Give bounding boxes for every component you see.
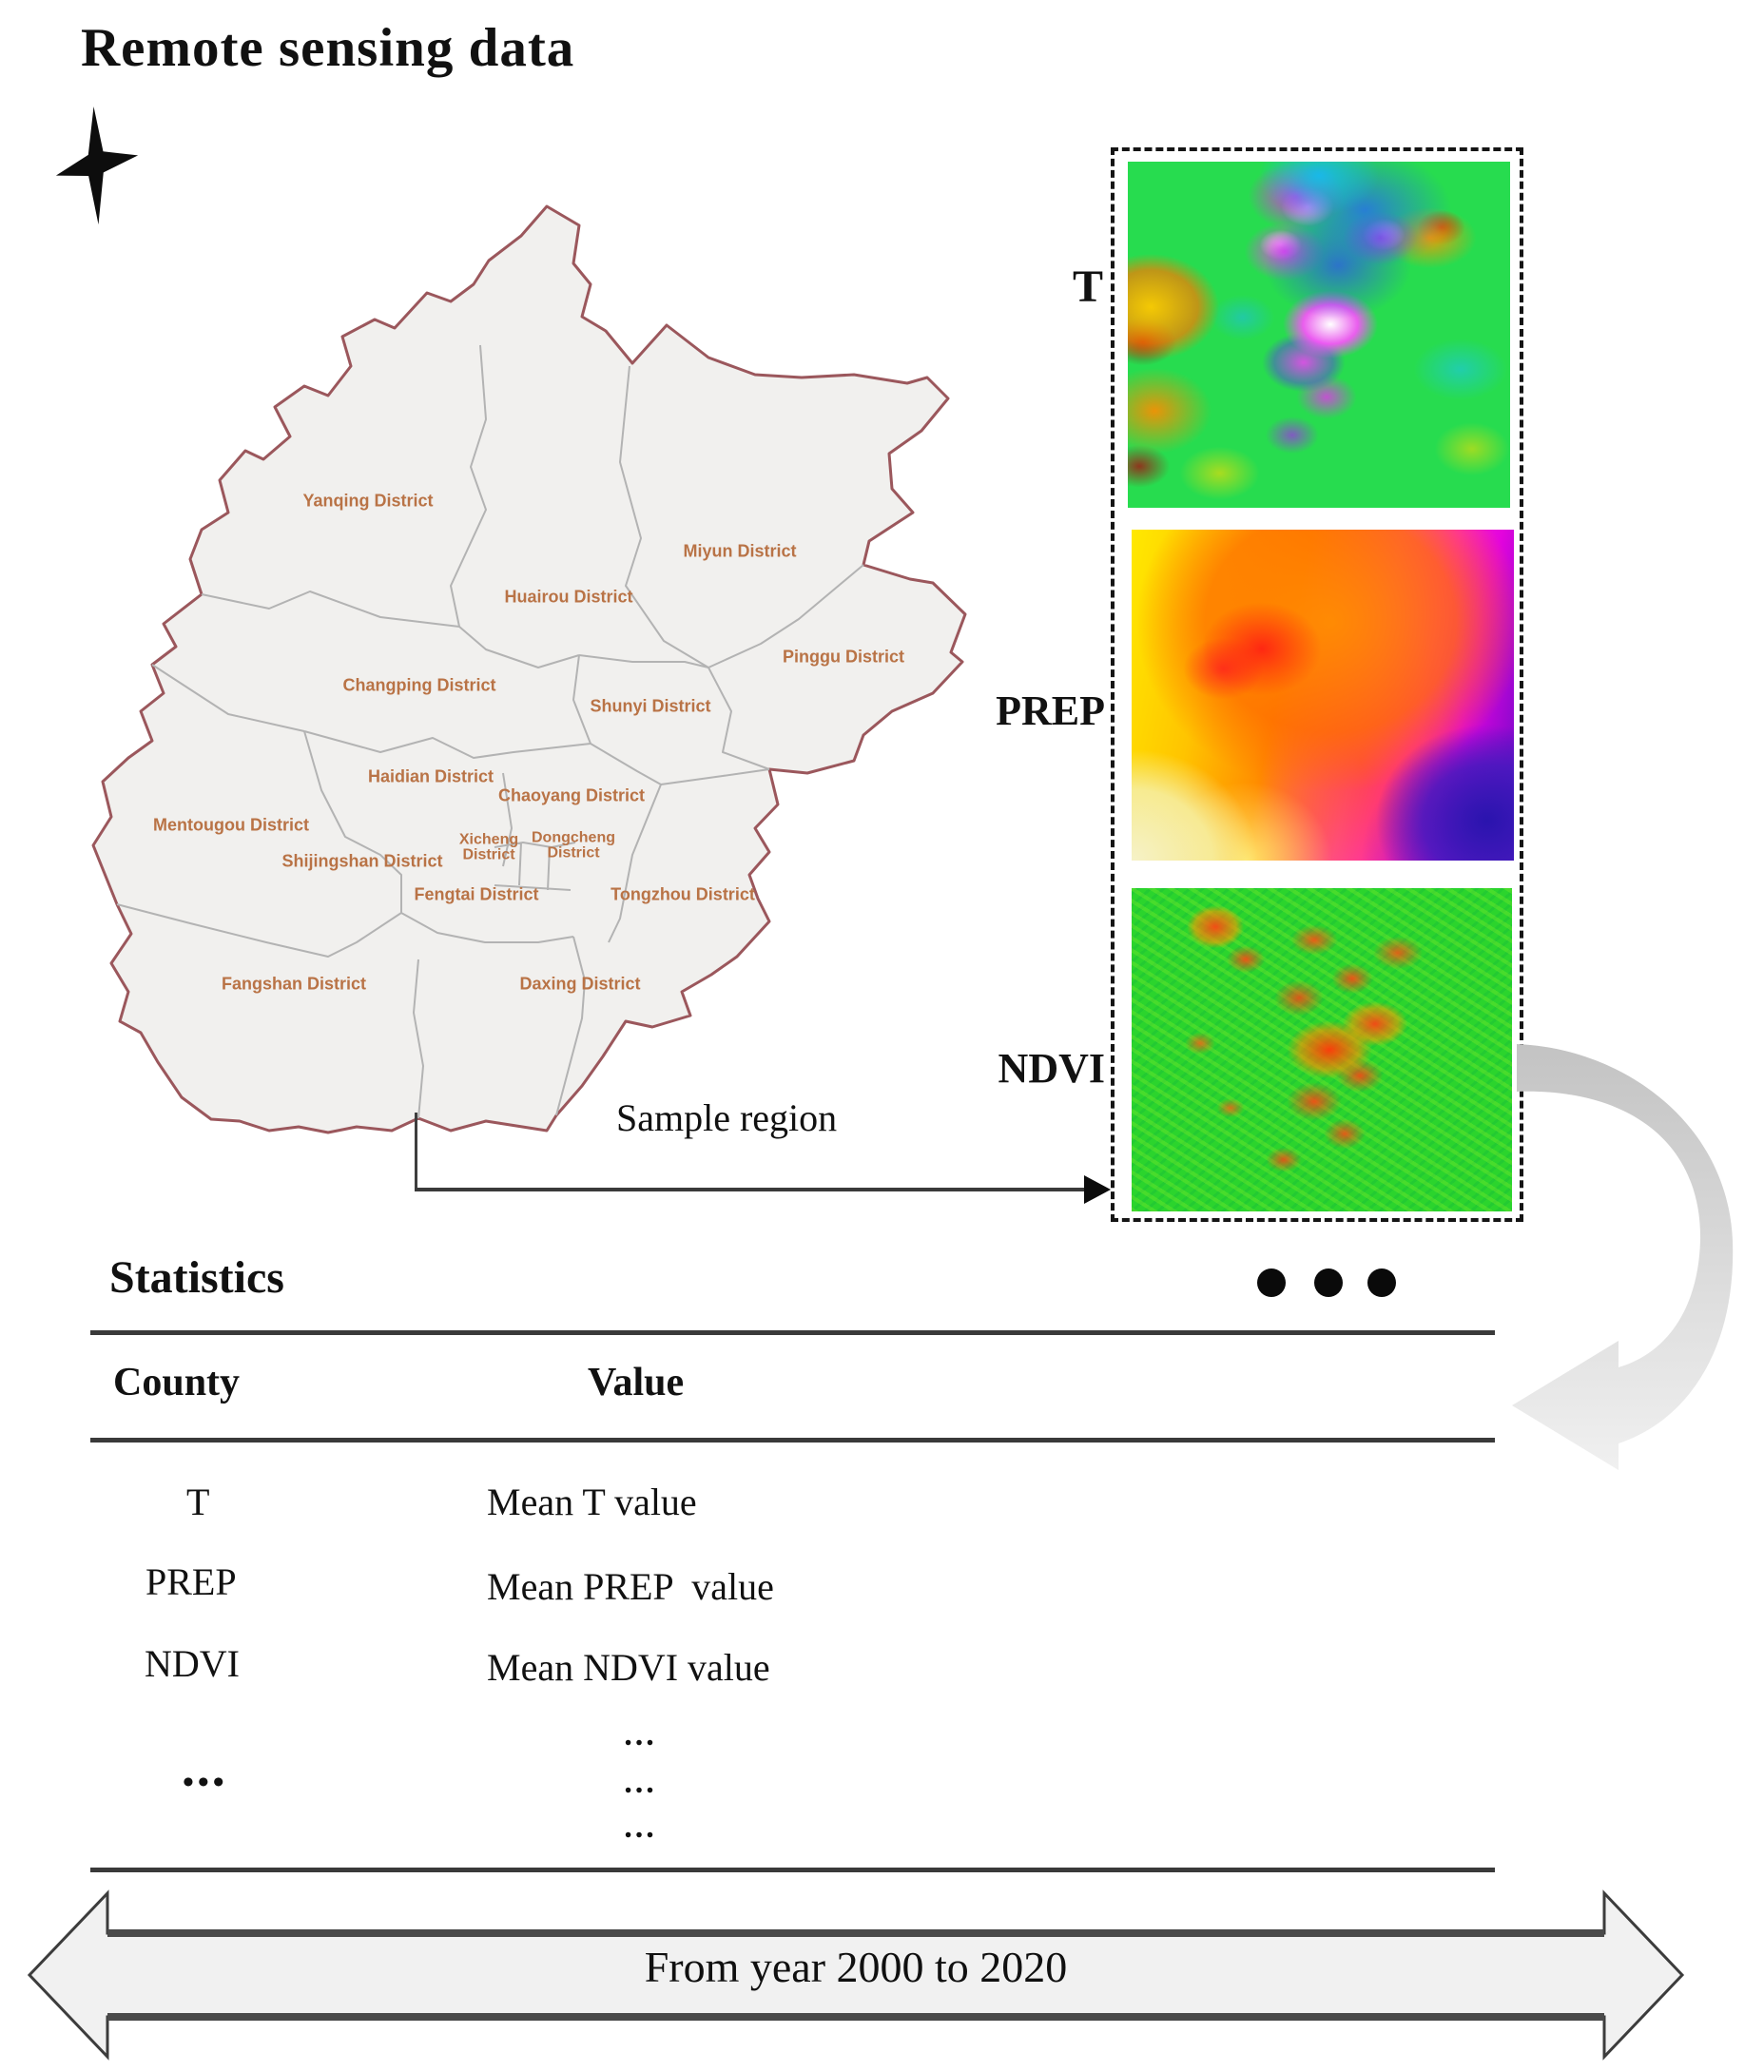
raster-ndvi: [1132, 888, 1512, 1211]
county-ellipsis: •••: [183, 1765, 228, 1800]
column-header-value: Value: [588, 1361, 685, 1404]
district-label-xicheng: Xicheng District: [458, 831, 519, 863]
value-ellipsis-1: …: [623, 1717, 660, 1752]
table-cell-county: T: [186, 1481, 210, 1523]
district-label-shijingshan: Shijingshan District: [281, 851, 443, 871]
value-ellipsis-2: …: [623, 1765, 660, 1800]
table-cell-value: Mean NDVI value: [487, 1646, 770, 1689]
district-label-daxing: Daxing District: [519, 974, 641, 994]
raster-temperature: [1128, 162, 1510, 508]
district-label-pinggu: Pinggu District: [782, 647, 905, 667]
district-label-shunyi: Shunyi District: [590, 696, 711, 716]
table-cell-county: PREP: [145, 1560, 237, 1603]
district-label-mentougou: Mentougou District: [153, 815, 309, 835]
table-cell-value: Mean PREP value: [487, 1565, 774, 1608]
district-label-miyun: Miyun District: [683, 541, 797, 561]
raster-precipitation: [1132, 530, 1514, 861]
district-label-huairou: Huairou District: [504, 587, 633, 607]
connector-vertical-line: [415, 1113, 417, 1190]
label-t: T: [1072, 261, 1103, 312]
value-ellipsis-3: …: [623, 1810, 660, 1845]
ellipsis-dot-1: [1257, 1268, 1286, 1297]
table-bottom-rule: [90, 1868, 1495, 1872]
sample-region-box: [1111, 147, 1523, 1222]
curved-arrow-icon: [1502, 1036, 1752, 1493]
ellipsis-dot-2: [1314, 1268, 1343, 1297]
table-top-rule: [90, 1330, 1495, 1335]
label-ndvi: NDVI: [998, 1045, 1105, 1092]
ellipsis-dot-3: [1367, 1268, 1396, 1297]
district-label-changping: Changping District: [342, 675, 496, 695]
table-header-rule: [90, 1438, 1495, 1443]
district-label-chaoyang: Chaoyang District: [497, 785, 646, 805]
district-label-yanqing: Yanqing District: [302, 491, 434, 511]
statistics-heading: Statistics: [109, 1252, 284, 1303]
district-label-fengtai: Fengtai District: [414, 884, 539, 904]
table-cell-value: Mean T value: [487, 1481, 697, 1523]
column-header-county: County: [113, 1361, 241, 1404]
page-title: Remote sensing data: [81, 18, 575, 78]
label-prep: PREP: [996, 687, 1105, 734]
timeline-label: From year 2000 to 2020: [644, 1943, 1068, 1991]
district-label-fangshan: Fangshan District: [221, 974, 367, 994]
connector-arrowhead-icon: [1084, 1175, 1111, 1204]
district-label-haidian: Haidian District: [367, 766, 494, 786]
beijing-district-map: [76, 157, 979, 1136]
table-cell-county: NDVI: [145, 1642, 240, 1685]
connector-horizontal-line: [415, 1188, 1086, 1191]
district-label-dongcheng: Dongcheng District: [532, 829, 615, 862]
district-label-tongzhou: Tongzhou District: [611, 884, 755, 904]
sample-region-label: Sample region: [616, 1096, 838, 1139]
